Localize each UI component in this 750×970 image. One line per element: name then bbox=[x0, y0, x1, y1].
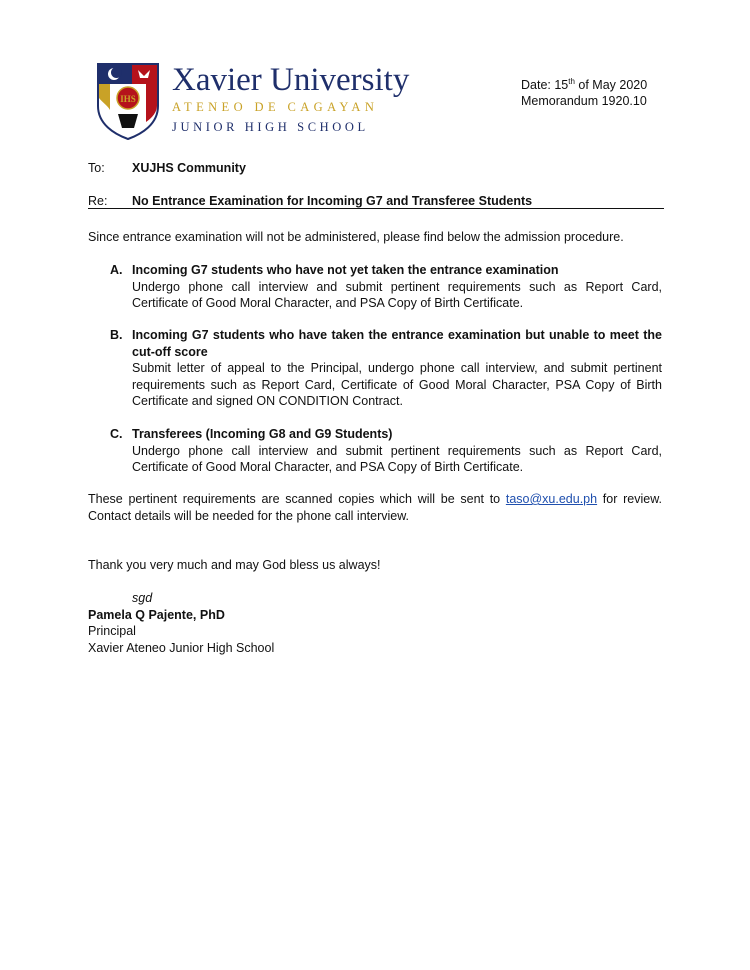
signatory-title: Principal bbox=[88, 624, 136, 638]
logo-wordmark bbox=[172, 62, 409, 136]
list-item-description: Submit letter of appeal to the Principal, undergo phone call interview, and submit pertinent requirements such as Report Card, Certificate of Good Moral Character, PSA Copy of Birth Certificate and signed ON CONDITION Contract. bbox=[132, 361, 662, 408]
memo-re-row bbox=[88, 193, 532, 209]
intro-paragraph: Since entrance examination will not be administered, please find below the admission procedure. bbox=[88, 230, 624, 244]
crest-monogram: IHS bbox=[120, 94, 136, 104]
signatory-name: Pamela Q Pajente, PhD bbox=[88, 607, 225, 622]
email-link[interactable]: taso@xu.edu.ph bbox=[505, 492, 598, 506]
list-item-heading: Transferees (Incoming G8 and G9 Students) bbox=[132, 427, 393, 441]
list-item-letter: B. bbox=[110, 328, 123, 342]
list-item-letter: C. bbox=[110, 427, 123, 441]
list-item-letter: A. bbox=[110, 263, 123, 277]
list-item-description: Undergo phone call interview and submit pertinent requirements such as Report Card, Certificate of Good Moral Character, and PSA Copy of Birth Certificate. bbox=[132, 443, 662, 474]
memo-to-row bbox=[88, 160, 246, 176]
university-subtitle-ateneo: ATENEO DE CAGAYAN bbox=[172, 100, 379, 114]
university-crest-icon bbox=[96, 62, 160, 140]
requirements-paragraph: These pertinent requirements are scanned copies which will be sent to taso@xu.edu.ph for review. Contact details will be needed for the phone call interview. bbox=[88, 492, 662, 523]
to-label: To: bbox=[88, 161, 105, 175]
signature-block bbox=[88, 590, 274, 656]
memo-date: Date: 15th of May 2020 bbox=[521, 76, 648, 92]
memo-meta bbox=[521, 77, 647, 109]
university-name: Xavier University bbox=[172, 62, 410, 98]
to-value: XUJHS Community bbox=[132, 161, 246, 175]
list-item-description: Undergo phone call interview and submit pertinent requirements such as Report Card, Certificate of Good Moral Character, and PSA Copy of Birth Certificate. bbox=[132, 279, 662, 310]
university-subtitle-jhs: JUNIOR HIGH SCHOOL bbox=[172, 120, 369, 134]
signature-sgd: sgd bbox=[132, 591, 153, 605]
closing-line: Thank you very much and may God bless us always! bbox=[88, 558, 381, 572]
header-divider bbox=[88, 208, 664, 209]
university-logo bbox=[96, 62, 416, 142]
re-value: No Entrance Examination for Incoming G7 and Transferee Students bbox=[132, 194, 533, 208]
memo-number: Memorandum 1920.10 bbox=[521, 94, 647, 108]
list-item-heading: Incoming G7 students who have taken the entrance examination but unable to meet the cut-off score bbox=[132, 328, 662, 359]
list-item-heading: Incoming G7 students who have not yet taken the entrance examination bbox=[132, 263, 559, 277]
re-label: Re: bbox=[88, 194, 108, 208]
signatory-school: Xavier Ateneo Junior High School bbox=[88, 640, 275, 655]
